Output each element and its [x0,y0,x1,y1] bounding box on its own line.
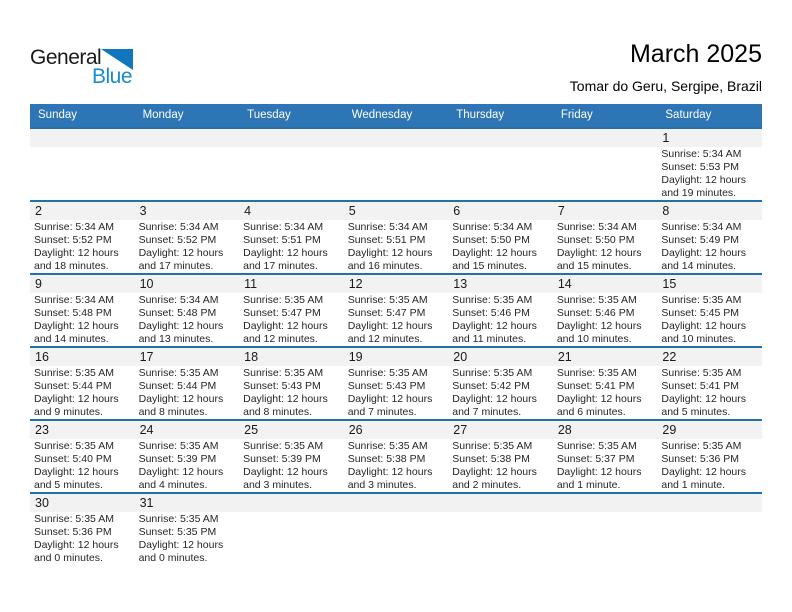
day-detail-line: Sunrise: 5:35 AM [661,440,742,452]
day-detail-line: and 5 minutes. [34,479,103,491]
day-cell-empty [344,129,449,200]
day-detail-line: Sunset: 5:52 PM [34,234,112,246]
day-details [448,366,553,419]
day-detail-line: Daylight: 12 hours [661,247,747,259]
day-number: 24 [135,421,240,439]
general-blue-logo [30,46,170,92]
day-detail-line: Sunrise: 5:34 AM [452,221,533,233]
day-details [239,366,344,419]
day-number: 7 [553,202,658,220]
day-detail-line: and 8 minutes. [138,406,208,418]
day-detail-line: Daylight: 12 hours [138,466,224,478]
day-details [344,512,449,513]
day-detail-line: Sunrise: 5:35 AM [34,513,114,525]
day-details [344,366,449,419]
day-detail-line: and 5 minutes. [661,406,731,418]
day-detail-line: Sunset: 5:42 PM [452,380,530,392]
day-number: 11 [239,275,344,293]
day-cell-16 [30,348,135,419]
day-number: 18 [239,348,344,366]
day-detail-line: Sunrise: 5:35 AM [138,440,219,452]
day-details [553,147,658,148]
weekday-header-sunday: Sunday [38,109,78,121]
day-detail-line: Sunset: 5:51 PM [347,234,426,246]
day-detail-line: and 11 minutes. [452,333,527,345]
day-number: 26 [344,421,449,439]
day-cell-empty [553,494,658,565]
day-detail-line: Sunset: 5:38 PM [347,453,426,465]
day-detail-line: Sunset: 5:49 PM [661,234,740,246]
day-details [135,512,240,565]
day-detail-line: and 19 minutes. [661,187,737,199]
day-detail-line: Sunrise: 5:35 AM [452,294,533,306]
day-detail-line: Sunrise: 5:34 AM [556,221,637,233]
day-cell-1 [657,129,762,200]
location-subtitle: Tomar do Geru, Sergipe, Brazil [569,78,762,94]
day-detail-line: Sunset: 5:41 PM [556,380,635,392]
day-detail-line: and 13 minutes. [138,333,214,345]
day-number [239,129,344,147]
day-detail-line: Sunset: 5:44 PM [138,380,217,392]
day-detail-line: and 18 minutes. [34,260,109,272]
day-details [239,147,344,148]
day-detail-line: and 9 minutes. [34,406,103,418]
day-number [344,129,449,147]
day-detail-line: Sunset: 5:48 PM [138,307,217,319]
day-detail-line: Sunrise: 5:35 AM [661,294,742,306]
day-details [553,366,658,419]
day-detail-line: Sunset: 5:39 PM [138,453,217,465]
day-detail-line: Sunset: 5:38 PM [452,453,530,465]
day-details [657,439,762,492]
weekday-header-monday: Monday [142,109,184,121]
day-detail-line: and 16 minutes. [347,260,423,272]
day-details [448,293,553,346]
week-row [30,419,762,492]
day-details [448,147,553,148]
day-detail-line: Daylight: 12 hours [661,466,747,478]
day-detail-line: Daylight: 12 hours [243,247,328,259]
day-number: 6 [448,202,553,220]
day-cell-24 [135,421,240,492]
day-detail-line: Daylight: 12 hours [556,320,642,332]
day-number [553,494,658,512]
day-detail-line: and 0 minutes. [138,552,208,564]
day-detail-line: Sunset: 5:52 PM [138,234,217,246]
day-detail-line: Sunset: 5:43 PM [243,380,321,392]
month-title: March 2025 [629,40,762,68]
day-detail-line: Sunrise: 5:34 AM [138,221,219,233]
day-detail-line: and 4 minutes. [138,479,208,491]
day-detail-line: and 15 minutes. [556,260,632,272]
weekday-header-tuesday: Tuesday [247,109,291,121]
day-detail-line: Daylight: 12 hours [138,393,224,405]
day-number: 9 [30,275,135,293]
day-details [553,439,658,492]
day-detail-line: Sunrise: 5:35 AM [243,440,324,452]
day-detail-line: Sunrise: 5:35 AM [452,440,533,452]
day-detail-line: Sunset: 5:50 PM [452,234,530,246]
day-detail-line: Daylight: 12 hours [34,466,119,478]
day-cell-11 [239,275,344,346]
day-number: 17 [135,348,240,366]
day-detail-line: Daylight: 12 hours [347,320,433,332]
day-number: 23 [30,421,135,439]
day-detail-line: Daylight: 12 hours [243,320,328,332]
day-detail-line: Sunrise: 5:35 AM [34,367,114,379]
day-detail-line: Daylight: 12 hours [138,320,224,332]
day-detail-line: Daylight: 12 hours [452,247,537,259]
day-cell-17 [135,348,240,419]
day-detail-line: Sunset: 5:43 PM [347,380,426,392]
day-detail-line: and 7 minutes. [452,406,522,418]
day-cell-empty [553,129,658,200]
weekday-header-friday: Friday [560,109,593,121]
day-detail-line: and 7 minutes. [347,406,417,418]
day-details [30,439,135,492]
day-cell-5 [344,202,449,273]
day-number: 15 [657,275,762,293]
day-cell-empty [344,494,449,565]
day-detail-line: Sunset: 5:44 PM [34,380,112,392]
day-cell-10 [135,275,240,346]
day-detail-line: Sunset: 5:46 PM [452,307,530,319]
day-number: 30 [30,494,135,512]
day-cell-6 [448,202,553,273]
day-details [30,220,135,273]
day-cell-20 [448,348,553,419]
day-number: 1 [657,129,762,147]
day-details [30,293,135,346]
day-number [239,494,344,512]
day-detail-line: Sunset: 5:51 PM [243,234,321,246]
day-details [30,512,135,565]
weekday-header-wednesday: Wednesday [351,109,413,121]
day-details [657,220,762,273]
day-detail-line: and 8 minutes. [243,406,313,418]
day-detail-line: Daylight: 12 hours [452,320,537,332]
day-number: 29 [657,421,762,439]
day-details [135,293,240,346]
logo-text-blue: Blue [92,65,133,88]
day-detail-line: Daylight: 12 hours [347,393,433,405]
weekday-header-row [30,104,762,127]
day-detail-line: Sunset: 5:36 PM [661,453,740,465]
day-cell-7 [553,202,658,273]
day-cell-31 [135,494,240,565]
day-cell-empty [657,494,762,565]
day-number [448,129,553,147]
day-cell-22 [657,348,762,419]
day-details [239,512,344,513]
day-cell-25 [239,421,344,492]
day-number: 25 [239,421,344,439]
day-cell-empty [239,494,344,565]
day-number: 4 [239,202,344,220]
day-number: 2 [30,202,135,220]
day-detail-line: Sunset: 5:35 PM [138,526,217,538]
day-cell-4 [239,202,344,273]
day-number: 13 [448,275,553,293]
calendar-body [30,127,762,565]
day-detail-line: Daylight: 12 hours [661,320,747,332]
day-detail-line: Sunset: 5:47 PM [347,307,426,319]
day-detail-line: and 10 minutes. [556,333,632,345]
day-detail-line: Sunrise: 5:34 AM [347,221,428,233]
day-detail-line: Sunrise: 5:35 AM [556,367,637,379]
day-detail-line: Sunrise: 5:35 AM [347,294,428,306]
day-detail-line: Sunrise: 5:35 AM [347,440,428,452]
day-detail-line: Sunrise: 5:34 AM [138,294,219,306]
day-detail-line: Sunrise: 5:34 AM [34,294,114,306]
day-detail-line: and 12 minutes. [347,333,423,345]
day-detail-line: Sunset: 5:41 PM [661,380,740,392]
day-detail-line: Daylight: 12 hours [347,247,433,259]
day-detail-line: Daylight: 12 hours [34,320,119,332]
week-row [30,492,762,565]
day-detail-line: Sunrise: 5:35 AM [243,367,324,379]
day-detail-line: Daylight: 12 hours [661,174,747,186]
day-detail-line: Sunrise: 5:34 AM [661,148,742,160]
day-detail-line: Daylight: 12 hours [34,393,119,405]
day-number: 8 [657,202,762,220]
calendar-table [30,104,762,565]
day-cell-30 [30,494,135,565]
day-cell-18 [239,348,344,419]
day-number: 20 [448,348,553,366]
weekday-header-thursday: Thursday [456,109,505,121]
day-cell-23 [30,421,135,492]
day-detail-line: Daylight: 12 hours [138,247,224,259]
week-row [30,127,762,200]
day-detail-line: Daylight: 12 hours [34,539,119,551]
day-details [448,439,553,492]
day-detail-line: Sunrise: 5:34 AM [243,221,324,233]
day-number [657,494,762,512]
day-detail-line: and 15 minutes. [452,260,527,272]
day-detail-line: and 1 minute. [556,479,621,491]
day-cell-15 [657,275,762,346]
day-cell-2 [30,202,135,273]
day-detail-line: Daylight: 12 hours [661,393,747,405]
day-detail-line: Daylight: 12 hours [556,247,642,259]
day-details [239,220,344,273]
day-detail-line: Sunrise: 5:35 AM [556,440,637,452]
day-detail-line: Sunset: 5:40 PM [34,453,112,465]
day-number: 16 [30,348,135,366]
day-cell-empty [239,129,344,200]
logo-text-general: General [30,46,102,69]
day-details [657,147,762,200]
day-detail-line: Sunrise: 5:35 AM [138,513,219,525]
day-detail-line: Sunset: 5:47 PM [243,307,321,319]
day-detail-line: and 6 minutes. [556,406,626,418]
day-number [448,494,553,512]
day-cell-19 [344,348,449,419]
day-details [553,293,658,346]
day-details [344,439,449,492]
day-details [30,147,135,148]
day-detail-line: Sunset: 5:37 PM [556,453,635,465]
day-cell-3 [135,202,240,273]
day-detail-line: Daylight: 12 hours [34,247,119,259]
day-detail-line: and 3 minutes. [243,479,313,491]
day-cell-empty [448,494,553,565]
day-detail-line: Sunrise: 5:35 AM [556,294,637,306]
weekday-header-saturday: Saturday [665,109,712,121]
day-detail-line: Sunset: 5:46 PM [556,307,635,319]
week-row [30,346,762,419]
day-detail-line: Sunset: 5:39 PM [243,453,321,465]
day-number [344,494,449,512]
day-detail-line: Daylight: 12 hours [556,466,642,478]
day-detail-line: Sunset: 5:45 PM [661,307,740,319]
day-detail-line: and 14 minutes. [34,333,109,345]
day-number: 22 [657,348,762,366]
day-detail-line: Sunrise: 5:35 AM [452,367,533,379]
day-detail-line: Daylight: 12 hours [452,466,537,478]
day-detail-line: Sunrise: 5:35 AM [34,440,114,452]
day-detail-line: Sunrise: 5:34 AM [661,221,742,233]
day-cell-8 [657,202,762,273]
day-detail-line: and 3 minutes. [347,479,417,491]
day-detail-line: Daylight: 12 hours [347,466,433,478]
day-number [135,129,240,147]
day-detail-line: and 10 minutes. [661,333,737,345]
day-cell-empty [135,129,240,200]
day-detail-line: Daylight: 12 hours [556,393,642,405]
day-cell-13 [448,275,553,346]
day-details [344,147,449,148]
day-cell-27 [448,421,553,492]
day-details [657,366,762,419]
day-detail-line: Sunrise: 5:35 AM [138,367,219,379]
day-cell-29 [657,421,762,492]
day-detail-line: and 17 minutes. [243,260,318,272]
day-detail-line: and 14 minutes. [661,260,737,272]
day-detail-line: and 12 minutes. [243,333,318,345]
day-cell-26 [344,421,449,492]
day-details [30,366,135,419]
day-cell-14 [553,275,658,346]
day-details [239,439,344,492]
day-detail-line: Daylight: 12 hours [452,393,537,405]
day-cell-21 [553,348,658,419]
day-detail-line: and 0 minutes. [34,552,103,564]
day-details [135,147,240,148]
day-cell-12 [344,275,449,346]
day-detail-line: Daylight: 12 hours [243,393,328,405]
day-details [657,293,762,346]
week-row [30,200,762,273]
day-number: 5 [344,202,449,220]
day-detail-line: Sunrise: 5:35 AM [661,367,742,379]
day-details [135,220,240,273]
day-cell-empty [30,129,135,200]
day-number: 14 [553,275,658,293]
day-detail-line: Sunset: 5:53 PM [661,161,740,173]
day-number: 3 [135,202,240,220]
day-detail-line: Sunrise: 5:35 AM [347,367,428,379]
day-cell-empty [448,129,553,200]
day-details [344,293,449,346]
day-details [553,512,658,513]
day-number: 28 [553,421,658,439]
day-details [344,220,449,273]
day-detail-line: Daylight: 12 hours [138,539,224,551]
day-number: 12 [344,275,449,293]
day-number [30,129,135,147]
day-number: 10 [135,275,240,293]
day-detail-line: Sunset: 5:48 PM [34,307,112,319]
day-details [239,293,344,346]
day-cell-28 [553,421,658,492]
day-details [448,220,553,273]
day-detail-line: and 17 minutes. [138,260,214,272]
day-detail-line: Sunrise: 5:35 AM [243,294,324,306]
day-details [135,366,240,419]
day-detail-line: Daylight: 12 hours [243,466,328,478]
day-details [553,220,658,273]
day-cell-9 [30,275,135,346]
day-detail-line: Sunrise: 5:34 AM [34,221,114,233]
day-number [553,129,658,147]
day-number: 31 [135,494,240,512]
day-detail-line: Sunset: 5:36 PM [34,526,112,538]
day-number: 27 [448,421,553,439]
day-details [448,512,553,513]
day-details [135,439,240,492]
day-detail-line: and 1 minute. [661,479,726,491]
day-detail-line: and 2 minutes. [452,479,522,491]
day-number: 21 [553,348,658,366]
day-number: 19 [344,348,449,366]
day-detail-line: Sunset: 5:50 PM [556,234,635,246]
day-details [657,512,762,513]
week-row [30,273,762,346]
